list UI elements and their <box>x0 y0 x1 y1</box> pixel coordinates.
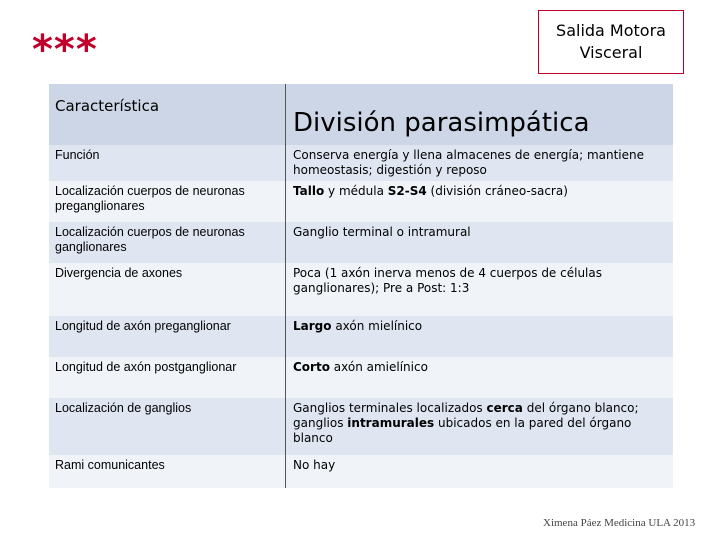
row-label: Longitud de axón postganglionar <box>49 357 286 398</box>
row-label: Rami comunicantes <box>49 455 286 488</box>
header-characteristic: Característica <box>49 84 286 145</box>
value-emphasis: cerca <box>486 401 523 415</box>
value-text: Poca (1 axón inerva menos de 4 cuerpos de células ganglionares); Pre a Post: 1:3 <box>293 266 602 295</box>
row-value <box>286 222 674 263</box>
value-text: Ganglio terminal o intramural <box>293 225 471 239</box>
table-row <box>49 398 673 455</box>
row-value <box>286 316 674 357</box>
table-row <box>49 263 673 316</box>
row-label: Localización cuerpos de neuronas ganglionares <box>49 222 286 263</box>
row-value <box>286 357 674 398</box>
table-row <box>49 181 673 222</box>
emphasis-stars: *** <box>32 27 98 73</box>
value-text: Conserva energía y llena almacenes de energía; mantiene homeostasis; digestión y reposo <box>293 148 645 177</box>
row-value <box>286 181 674 222</box>
value-emphasis: Largo <box>293 319 332 333</box>
row-label: Longitud de axón preganglionar <box>49 316 286 357</box>
value-text: Ganglios terminales localizados <box>293 401 487 415</box>
row-label: Localización cuerpos de neuronas preganglionares <box>49 181 286 222</box>
topic-label-box <box>538 10 684 74</box>
value-text: ubicados en la pared del órgano blanco <box>293 416 632 445</box>
value-text: y médula <box>324 184 388 198</box>
value-text: No hay <box>293 458 336 472</box>
row-value <box>286 398 674 455</box>
topic-label-line2: Visceral <box>579 43 643 62</box>
characteristics-table <box>49 84 673 488</box>
topic-label-line1: Salida Motora <box>556 21 666 40</box>
row-value <box>286 263 674 316</box>
table-row <box>49 357 673 398</box>
table-row <box>49 316 673 357</box>
row-label: Localización de ganglios <box>49 398 286 455</box>
row-value <box>286 145 674 181</box>
value-emphasis: Corto <box>293 360 330 374</box>
table-header-row <box>49 84 673 145</box>
row-value <box>286 455 674 488</box>
table-row <box>49 145 673 181</box>
row-label: Función <box>49 145 286 181</box>
table-row <box>49 455 673 488</box>
value-text: del órgano blanco; ganglios <box>293 401 639 430</box>
value-text: (división cráneo-sacra) <box>426 184 568 198</box>
value-emphasis: Tallo <box>293 184 325 198</box>
header-parasympathetic: División parasimpática <box>286 84 674 145</box>
value-text: axón mielínico <box>331 319 423 333</box>
value-emphasis: intramurales <box>347 416 435 430</box>
row-label: Divergencia de axones <box>49 263 286 316</box>
value-text: axón amielínico <box>329 360 428 374</box>
table-row <box>49 222 673 263</box>
value-emphasis: S2-S4 <box>387 184 427 198</box>
author-credit: Ximena Páez Medicina ULA 2013 <box>543 517 696 529</box>
